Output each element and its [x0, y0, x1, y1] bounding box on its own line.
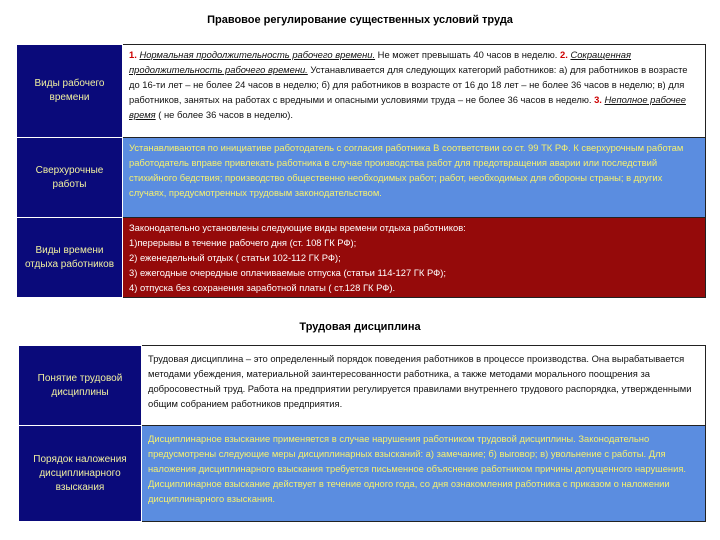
table-row — [19, 346, 706, 426]
term: Неполное рабочее время — [129, 94, 686, 120]
item-number: 2. — [560, 49, 568, 60]
row-label: Виды времени отдыха работников — [17, 218, 123, 298]
description: Устанавливается для следующих категорий работников: а) для работников в возрасте до 16-ти лет – не более 24 часов в неделю; б) для работников в возрасте от 16 до 18 лет – не более 36 часов в неделю; в) для работников, занятых на работах с вредными и опасными условиями труда – не более 36 часов в неделю. — [129, 64, 688, 105]
discipline-definition-cell: Трудовая дисциплина – это определенный порядок поведения работников в процессе производства. Она вырабатывается методами убеждения, материальной заинтересованности работника, а также методами морального поощрения за добросовестный труд. Работа на предприятии регулируется правилами внутреннего трудового распорядка, утвержденными общим собранием работников предприятия. — [142, 346, 706, 426]
table-row — [17, 218, 706, 298]
row-label: Виды рабочего времени — [17, 45, 123, 138]
item-number: 3. — [594, 94, 602, 105]
labor-conditions-table — [16, 44, 706, 298]
rest-time-cell — [123, 218, 706, 298]
section-title-labor-conditions: Правовое регулирование существенных условий труда — [207, 14, 513, 26]
row-label: Порядок наложения дисциплинарного взыскания — [19, 426, 142, 522]
table-row — [17, 45, 706, 138]
rest-line: 4) отпуска без сохранения заработной платы ( ст.128 ГК РФ). — [129, 282, 396, 293]
term: Сокращенная продолжительность рабочего времени. — [129, 49, 632, 75]
row-label: Понятие трудовой дисциплины — [19, 346, 142, 426]
disciplinary-penalty-cell: Дисциплинарное взыскание применяется в случае нарушения работником трудовой дисциплины. Законодательно предусмотрены следующие меры дисциплинарных взысканий: а) замечание; б) выговор; в) увольнение с работы. Для наложения дисциплинарного взыскания требуется письменное объяснение работником причины допущенного нарушения. Дисциплинарное взыскание действует в течение одного года, со дня ознакомления работника с приказом о наложении дисциплинарного взыскания. — [142, 426, 706, 522]
description: Не может превышать 40 часов в неделю. — [375, 49, 560, 60]
rest-line: 2) еженедельный отдых ( статьи 102-112 ГК РФ); — [129, 252, 341, 263]
table-row — [19, 426, 706, 522]
discipline-table — [18, 345, 706, 522]
rest-line: 3) ежегодные очередные оплачиваемые отпуска (статьи 114-127 ГК РФ); — [129, 267, 446, 278]
term: Нормальная продолжительность рабочего времени. — [139, 49, 376, 60]
overtime-cell: Устанавливаются по инициативе работодатель с согласия работника В соответствии со ст. 99 ТК РФ. К сверхурочным работам работодатель вправе привлекать работника в случае производства работ для предотвращения аварии или последствий стихийного бедствия; производство общественно необходимых работ; работ, необходимых для обороны страны; в других случаях, предусмотренных трудовым законодательством. — [123, 138, 706, 218]
work-time-types-cell — [123, 45, 706, 138]
table-row — [17, 138, 706, 218]
section-title-discipline: Трудовая дисциплина — [299, 321, 421, 333]
rest-line: Законодательно установлены следующие виды времени отдыха работников: — [129, 222, 466, 233]
item-number: 1. — [129, 49, 137, 60]
rest-line: 1)перерывы в течение рабочего дня (ст. 108 ГК РФ); — [129, 237, 357, 248]
row-label: Сверхурочные работы — [17, 138, 123, 218]
description: ( не более 36 часов в неделю). — [155, 109, 293, 120]
